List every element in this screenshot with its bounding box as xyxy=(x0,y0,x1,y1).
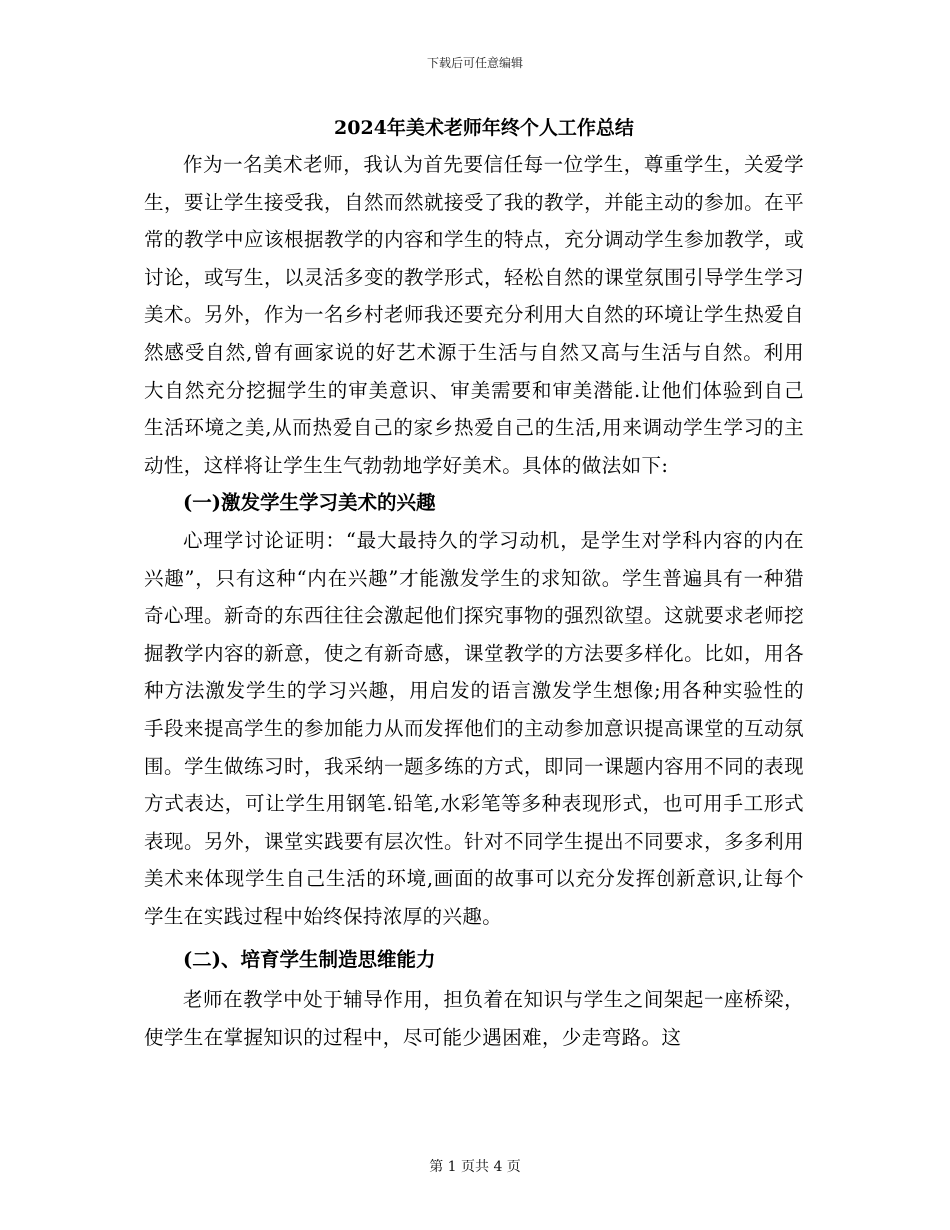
section-heading-2: (二)、培育学生制造思维能力 xyxy=(183,948,436,972)
paragraph-interest: 心理学讨论证明：“最大最持久的学习动机，是学生对学科内容的内在兴趣”，只有这种“内在兴趣”才能激发学生的求知欲。学生普遍具有一种猎奇心理。新奇的东西往往会激起他们探究事物的强烈欲望。这就要求老师挖掘教学内容的新意，使之有新奇感，课堂教学的方法要多样化。比如，用各种方法激发学生的学习兴趣，用启发的语言激发学生想像;用各种实验性的手段来提高学生的参加能力从而发挥他们的主动参加意识提高课堂的互动氛围。学生做练习时，我采纳一题多练的方式，即同一课题内容用不同的表现方式表达，可让学生用钢笔.铅笔,水彩笔等多种表现形式，也可用手工形式表现。另外，课堂实践要有层次性。针对不同学生提出不同要求，多多利用美术来体现学生自己生活的环境,画面的故事可以充分发挥创新意识,让每个学生在实践过程中始终保持浓厚的兴趣。 xyxy=(144,528,804,928)
page-header: 下载后可任意编辑 xyxy=(426,56,523,70)
page-footer: 第 1 页共 4 页 xyxy=(429,1159,521,1175)
paragraph-intro: 作为一名美术老师，我认为首先要信任每一位学生，尊重学生，关爱学生，要让学生接受我，自然而然就接受了我的教学，并能主动的参加。在平常的教学中应该根据教学的内容和学生的特点，充分调动学生参加教学，或讨论，或写生，以灵活多变的教学形式，轻松自然的课堂氛围引导学生学习美术。另外，作为一名乡村老师我还要充分利用大自然的环境让学生热爱自然感受自然,曾有画家说的好艺术源于生活与自然又高与生活与自然。利用大自然充分挖掘学生的审美意识、审美需要和审美潜能.让他们体验到自己生活环境之美,从而热爱自己的家乡热爱自己的生活,用来调动学生学习的主动性，这样将让学生生气勃勃地学好美术。具体的做法如下: xyxy=(144,153,804,477)
paragraph-creativity: 老师在教学中处于辅导作用，担负着在知识与学生之间架起一座桥梁，使学生在掌握知识的过程中，尽可能少遇困难，少走弯路。这 xyxy=(144,988,804,1049)
document-title: 2024年美术老师年终个人工作总结 xyxy=(334,117,634,139)
document-body xyxy=(144,114,804,1056)
section-heading-1: (一)激发学生学习美术的兴趣 xyxy=(183,491,436,515)
